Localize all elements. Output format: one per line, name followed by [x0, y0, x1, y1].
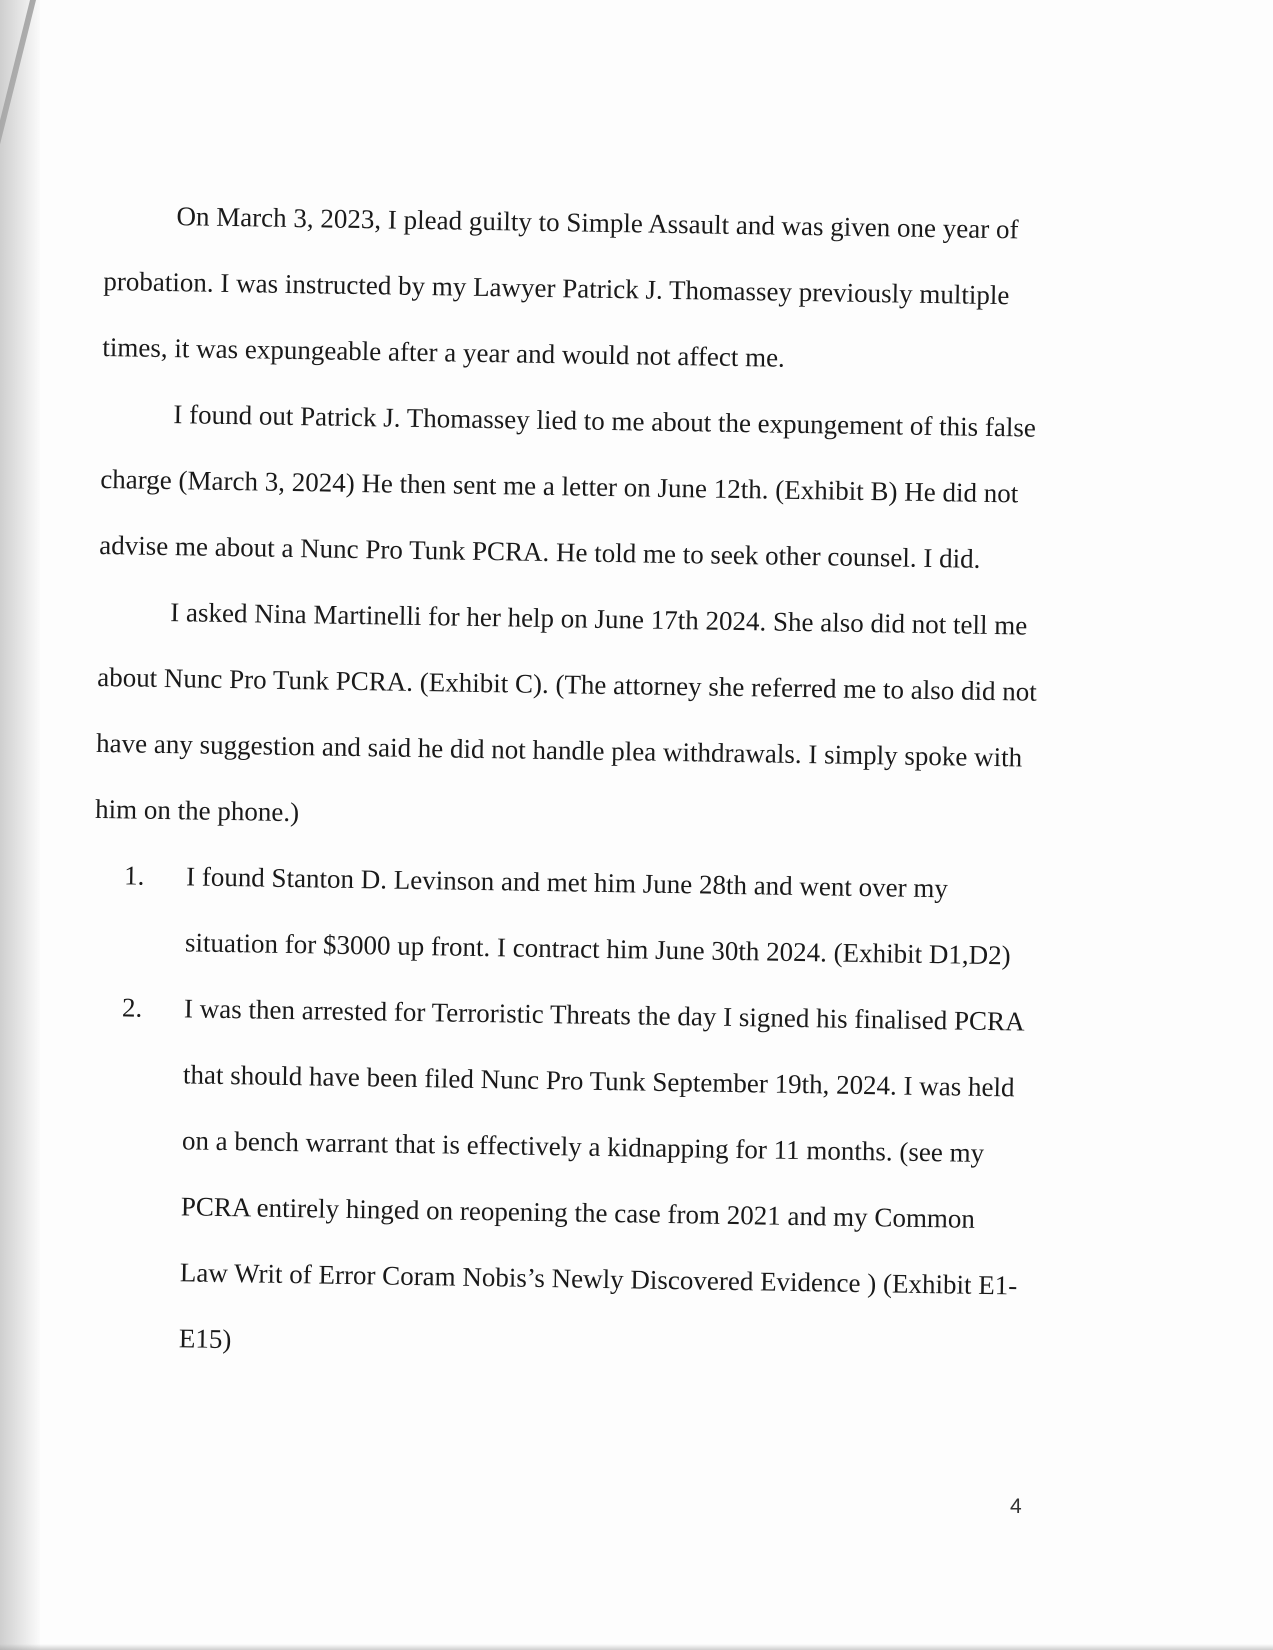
document-body: [86, 182, 1045, 1385]
paragraph-2: I found out Patrick J. Thomassey lied to me about the expungement of this false charge (March 3, 2024) He then sent me a letter on June 12th. (Exhibit B) He did not advise me about a Nunc Pro Tunk PCRA. He told me to seek other counsel. I did.: [99, 399, 1037, 574]
paragraph-1: On March 3, 2023, I plead guilty to Simple Assault and was given one year of probation. I was instructed by my Lawyer Patrick J. Thomassey previously multiple times, it was expungeable after a year and would not affect me.: [102, 201, 1019, 373]
list-item-text: I was then arrested for Terroristic Threats the day I signed his finalised PCRA that should have been filed Nunc Pro Tunk September 19th, 2024. I was held on a bench warrant that is effectively a kidnapping for 11 months. (see my PCRA entirely hinged on reopening the case from 2021 and my Common Law Writ of Error Coram Nobis’s Newly Discovered Evidence ) (Exhibit E1-E15): [178, 993, 1024, 1355]
numbered-list: [86, 842, 1034, 1385]
list-item-number: 1.: [123, 860, 145, 891]
scan-bottom-edge: [0, 1644, 1273, 1650]
list-item: [116, 974, 1032, 1384]
page-number: 4: [1010, 1495, 1022, 1518]
list-item-text: I found Stanton D. Levinson and met him June 28th and went over my situation for $3000 up front. I contract him June 30th 2024. (Exhibit D1,D2): [184, 861, 1011, 971]
list-item-number: 2.: [121, 992, 143, 1023]
paragraph-3: I asked Nina Martinelli for her help on June 17th 2024. She also did not tell me about Nunc Pro Tunk PCRA. (Exhibit C). (The attorney she referred me to also did not have any suggestion and said he did not handle plea withdrawals. I simply spoke with him on the phone.): [94, 597, 1037, 828]
scan-edge-shadow: [0, 0, 40, 1650]
list-item: [123, 842, 1035, 988]
